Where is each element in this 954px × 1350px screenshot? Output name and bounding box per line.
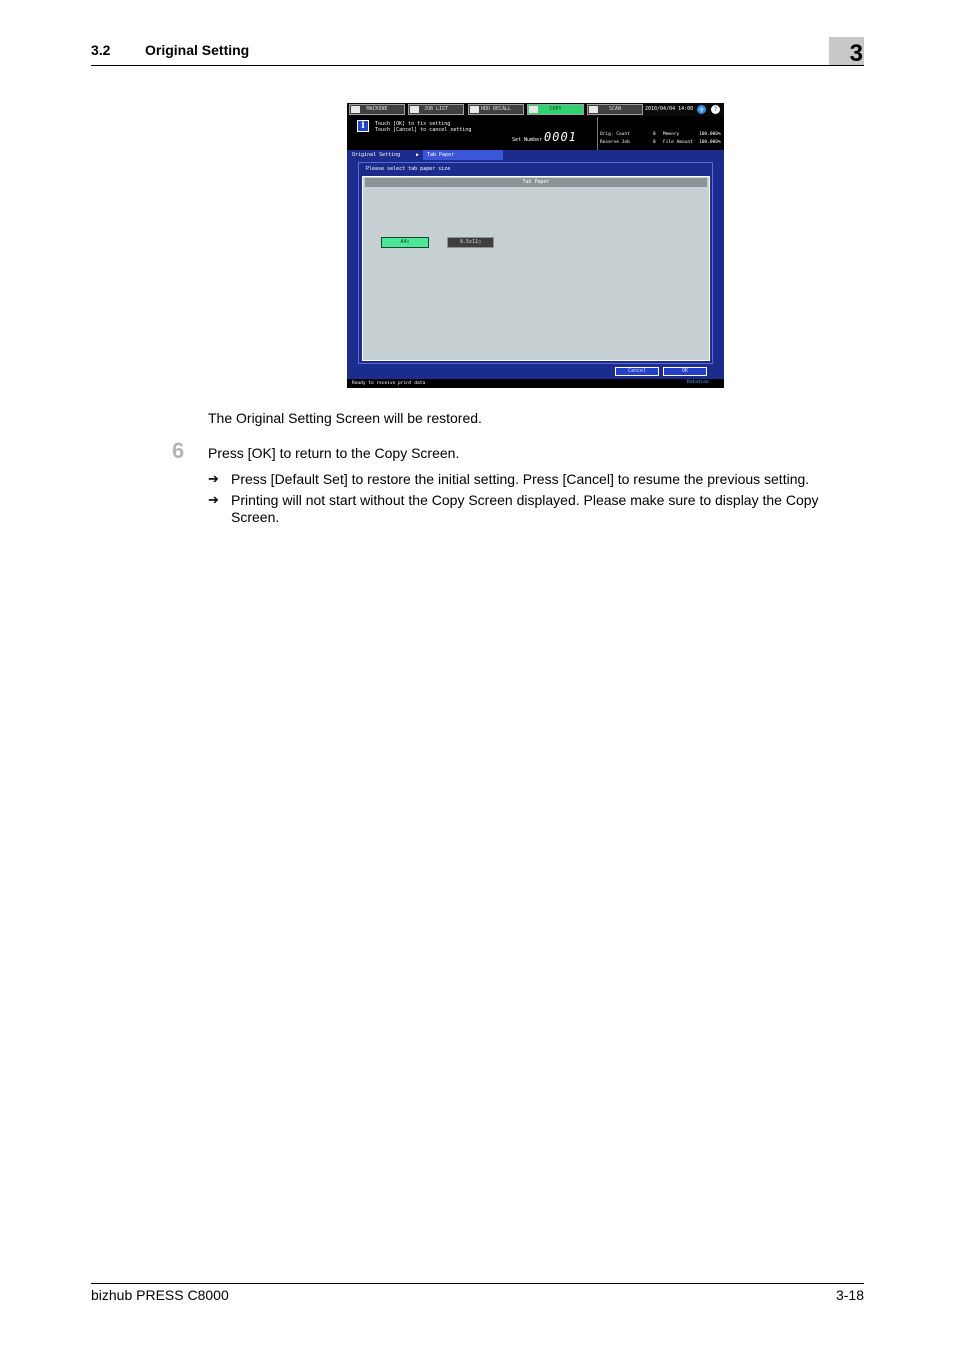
a4-button[interactable]: A4▯ [381, 237, 429, 248]
scan-icon [589, 106, 598, 113]
info-icon: i [357, 120, 369, 132]
message-line-1: Touch [OK] to fix setting [375, 121, 451, 127]
dialog-title: Tab Paper [365, 178, 707, 187]
orig-count-label: Orig. Count [600, 132, 630, 137]
chapter-tab [829, 37, 864, 65]
breadcrumb-current: Tab Paper [423, 150, 503, 160]
breadcrumb-arrow-icon: ▶ [416, 152, 420, 158]
breadcrumb [347, 150, 724, 160]
memory-value: 100.000% [699, 132, 721, 137]
tab-hdd-recall[interactable]: HDD RECALL [468, 104, 524, 115]
ok-button[interactable]: OK [663, 367, 707, 376]
globe-icon[interactable]: ◎ [697, 105, 706, 114]
copy-icon [529, 106, 538, 113]
status-text: Ready to receive print data [352, 381, 426, 386]
breadcrumb-parent[interactable]: Original Setting [352, 152, 401, 158]
set-number-label: Set Number [512, 137, 543, 143]
header-rule [91, 65, 864, 66]
tab-scan[interactable]: SCAN [587, 104, 643, 115]
step-number: 6 [172, 438, 185, 463]
orig-count-value: 0 [653, 132, 656, 137]
rotation-label[interactable]: Rotation [687, 380, 709, 385]
step-text: Press [OK] to return to the Copy Screen. [208, 445, 460, 461]
letter-8-5x11-button[interactable]: 8.5x11▯ [447, 237, 494, 248]
date-time: 2010/04/04 14:00 [645, 106, 694, 112]
set-number-value: 0001 [544, 130, 577, 144]
tab-machine[interactable]: MACHINE [349, 104, 405, 115]
message-line-2: Touch [Cancel] to cancel setting [375, 127, 472, 133]
footer-rule [91, 1283, 864, 1284]
memory-label: Memory [663, 132, 680, 137]
footer-product: bizhub PRESS C8000 [91, 1287, 229, 1303]
tab-copy[interactable]: COPY [527, 104, 584, 115]
section-title: Original Setting [145, 42, 250, 58]
file-amount-value: 100.000% [699, 140, 721, 145]
tab-job-list[interactable]: JOB LIST [408, 104, 464, 115]
chapter-number: 3 [849, 40, 863, 67]
arrow-icon: ➔ [208, 492, 219, 507]
reserve-job-value: 0 [653, 140, 656, 145]
footer-page-number: 3-18 [835, 1287, 864, 1303]
section-number: 3.2 [91, 42, 111, 58]
machine-icon [351, 106, 360, 113]
arrow-icon: ➔ [208, 471, 219, 486]
dialog-body [362, 176, 710, 361]
help-icon[interactable]: ? [711, 105, 720, 114]
note-default-set: Press [Default Set] to restore the initial setting. Press [Cancel] to resume the previous setting. [231, 471, 810, 487]
divider [597, 117, 598, 150]
device-screenshot [347, 103, 724, 388]
note-printing-line-1: Printing will not start without the Copy Screen displayed. Please make sure to display the Copy [231, 492, 819, 508]
restored-note: The Original Setting Screen will be restored. [208, 410, 482, 426]
dialog-prompt: Please select tab paper size [366, 166, 451, 172]
file-amount-label: File Amount [663, 140, 693, 145]
reserve-job-label: Reserve Job [600, 140, 630, 145]
job-list-icon [410, 106, 419, 113]
cancel-button[interactable]: Cancel [615, 367, 659, 376]
hdd-icon [470, 106, 479, 113]
note-printing-line-2: Screen. [231, 509, 280, 525]
